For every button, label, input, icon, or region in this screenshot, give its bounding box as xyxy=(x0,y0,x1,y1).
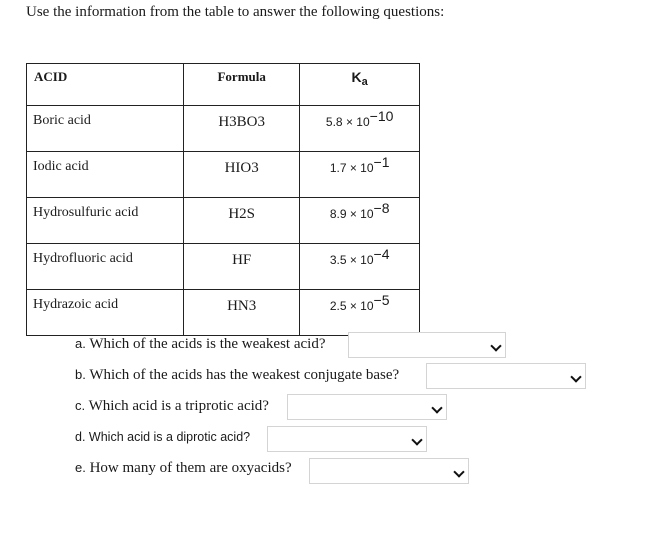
acid-table xyxy=(26,63,420,336)
question-letter: c. xyxy=(75,398,86,413)
acid-name: Hydrazoic acid xyxy=(27,290,184,336)
answer-select-e[interactable] xyxy=(309,458,469,484)
acid-name: Hydrofluoric acid xyxy=(27,244,184,290)
chevron-down-icon xyxy=(411,434,422,445)
question-e xyxy=(75,460,292,477)
acid-ka: 8.9 × 10−8 xyxy=(300,198,420,244)
acid-name: Boric acid xyxy=(27,106,184,152)
header-acid: ACID xyxy=(27,64,184,106)
question-a xyxy=(75,336,325,353)
acid-ka: 3.5 × 10−4 xyxy=(300,244,420,290)
chevron-down-icon xyxy=(490,340,501,351)
answer-select-b[interactable] xyxy=(426,363,586,389)
acid-formula: HF xyxy=(184,244,300,290)
header-formula: Formula xyxy=(184,64,300,106)
question-d xyxy=(75,430,250,444)
acid-ka: 1.7 × 10−1 xyxy=(300,152,420,198)
instructions: Use the information from the table to answer the following questions: xyxy=(26,4,445,20)
acid-formula: H3BO3 xyxy=(184,106,300,152)
header-ka: $K_a$ xyxy=(300,64,420,106)
acid-name: Iodic acid xyxy=(27,152,184,198)
acid-formula: HIO3 xyxy=(184,152,300,198)
acid-ka: 5.8 × 10−10 xyxy=(300,106,420,152)
table-row xyxy=(27,198,420,244)
question-text: How many of them are oxyacids? xyxy=(89,460,292,476)
acid-name: Hydrosulfuric acid xyxy=(27,198,184,244)
chevron-down-icon xyxy=(431,402,442,413)
question-text: Which acid is a triprotic acid? xyxy=(88,398,269,414)
acid-formula: H2S xyxy=(184,198,300,244)
acid-ka: 2.5 × 10−5 xyxy=(300,290,420,336)
answer-select-d[interactable] xyxy=(267,426,427,452)
question-b xyxy=(75,367,399,384)
table-row xyxy=(27,290,420,336)
table-header-row xyxy=(27,64,420,106)
question-letter: a. xyxy=(75,336,86,351)
question-text: Which acid is a diprotic acid? xyxy=(88,430,251,444)
answer-select-a[interactable] xyxy=(348,332,506,358)
question-c xyxy=(75,398,269,415)
acid-formula: HN3 xyxy=(184,290,300,336)
chevron-down-icon xyxy=(570,371,581,382)
question-letter: b. xyxy=(75,367,86,382)
question-letter: d. xyxy=(75,430,86,444)
question-letter: e. xyxy=(75,460,86,475)
chevron-down-icon xyxy=(453,466,464,477)
question-text: Which of the acids has the weakest conjugate base? xyxy=(89,367,400,383)
table-row xyxy=(27,152,420,198)
answer-select-c[interactable] xyxy=(287,394,447,420)
question-text: Which of the acids is the weakest acid? xyxy=(89,336,326,352)
table-row xyxy=(27,106,420,152)
table-row xyxy=(27,244,420,290)
